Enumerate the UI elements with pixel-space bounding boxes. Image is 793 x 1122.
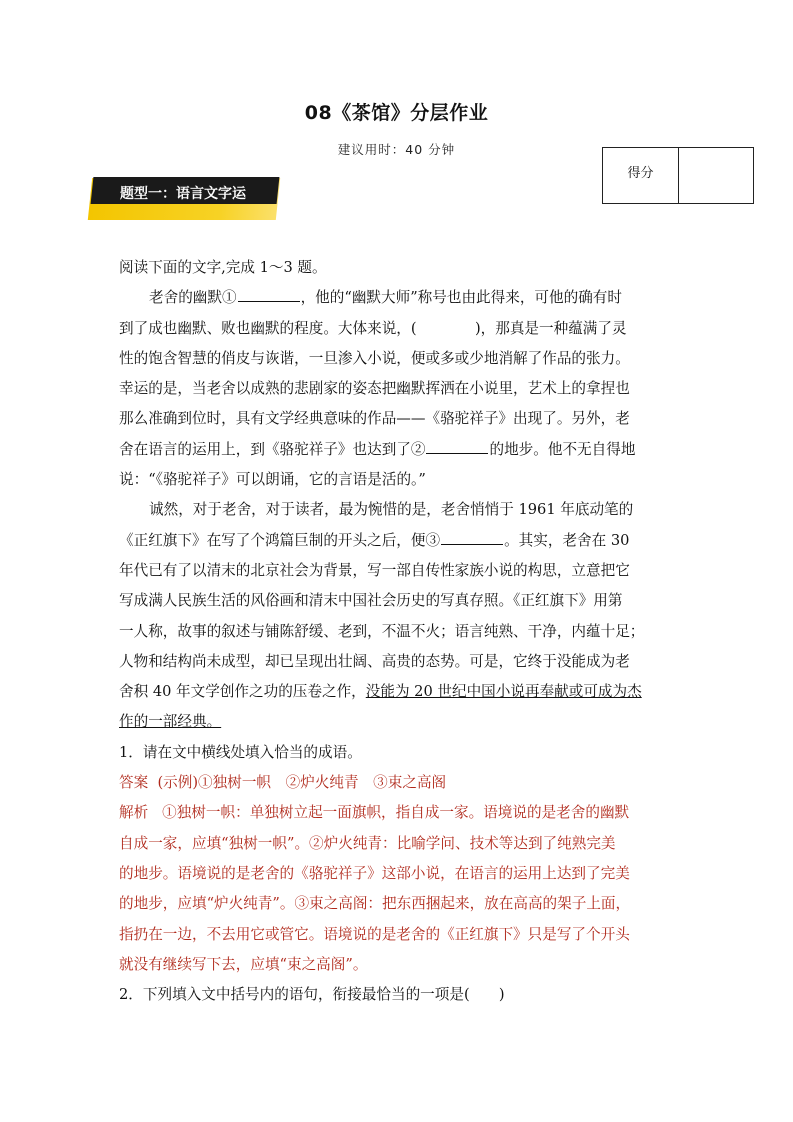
text-run: 老舍的幽默① [149, 289, 237, 307]
analysis-text: ①独树一帜：单独树立起一面旗帜，指自成一家。语境说的是老舍的幽默 [162, 804, 630, 822]
question-1: 1．请在文中横线处填入恰当的成语。 [119, 743, 362, 761]
analysis-line [119, 798, 679, 828]
question-2: 2．下列填入文中括号内的语句，衔接最恰当的一项是( ) [119, 986, 505, 1004]
passage-line: 幸运的是，当老舍以成熟的悲剧家的姿态把幽默挥洒在小说里，艺术上的拿捏也 [119, 380, 630, 398]
text-run: ，他的“幽默大师”称号也由此得来，可他的确有时 [300, 289, 622, 307]
passage-line [119, 435, 679, 465]
score-label: 得分 [603, 148, 679, 203]
text-run: 。其实，老舍在 30 [504, 531, 630, 549]
text-run: 舍积 40 年文学创作之功的压卷之作， [119, 683, 366, 701]
fill-blank-1[interactable] [238, 287, 300, 302]
document-body [119, 253, 679, 1010]
passage-line [119, 283, 679, 313]
analysis-line: 的地步，应填“炉火纯青”。③束之高阁：把东西捆起来，放在高高的架子上面， [119, 895, 631, 913]
analysis-line: 指扔在一边，不去用它或管它。语境说的是老舍的《正红旗下》只是写了个开头 [119, 925, 630, 943]
answer-tag: 答案 [119, 774, 149, 792]
passage-line: 一人称，故事的叙述与铺陈舒缓、老到，不温不火；语言纯熟、干净，内蕴十足； [119, 622, 645, 640]
underlined-sentence: 作的一部经典。 [119, 713, 222, 731]
passage-line: 说：“《骆驼祥子》可以朗诵，它的言语是活的。” [119, 471, 426, 489]
passage-line: 写成满人民族生活的风俗画和清末中国社会历史的写真存照。《正红旗下》用第 [119, 592, 623, 610]
score-box [602, 147, 754, 204]
section-banner [90, 175, 280, 225]
suggested-time: 建议用时：40 分钟 [337, 142, 456, 157]
passage-line: 年代已有了以清末的北京社会为背景，写一部自传性家族小说的构思，立意把它 [119, 561, 630, 579]
answer-text: (示例)①独树一帜 ②炉火纯青 ③束之高阁 [157, 774, 447, 792]
passage-intro: 阅读下面的文字,完成 1～3 题。 [119, 259, 327, 276]
analysis-line: 自成一家，应填“独树一帜”。②炉火纯青：比喻学问、技术等达到了纯熟完美 [119, 834, 616, 852]
passage-line [119, 677, 679, 707]
fill-blank-3[interactable] [441, 530, 503, 545]
passage-line [119, 707, 679, 737]
analysis-line: 的地步。语境说的是老舍的《骆驼祥子》这部小说，在语言的运用上达到了完美 [119, 864, 630, 882]
text-run: 舍在语言的运用上，到《骆驼祥子》也达到了② [119, 440, 426, 458]
passage-line: 诚然，对于老舍，对于读者，最为惋惜的是，老舍悄悄于 1961 年底动笔的 [149, 501, 634, 519]
analysis-tag: 解析 [119, 804, 149, 822]
answer-line [119, 768, 679, 798]
analysis-line: 就没有继续写下去，应填“束之高阁”。 [119, 955, 368, 973]
underlined-sentence: 没能为 20 世纪中国小说再奉献或可成为杰 [365, 683, 642, 701]
passage-line: 那么准确到位时，具有文学经典意味的作品——《骆驼祥子》出现了。另外，老 [119, 410, 630, 428]
fill-blank-2[interactable] [426, 439, 488, 454]
text-run: 的地步。他不无自得地 [489, 440, 636, 458]
passage-line: 性的饱含智慧的俏皮与诙谐，一旦渗入小说，便或多或少地消解了作品的张力。 [119, 349, 630, 367]
page-title: 08《茶馆》分层作业 [304, 102, 489, 124]
passage-line: 到了成也幽默、败也幽默的程度。大体来说，( )，那真是一种蕴满了灵 [119, 319, 627, 337]
text-run: 《正红旗下》在写了个鸿篇巨制的开头之后，便③ [119, 531, 441, 549]
score-value-cell[interactable] [679, 148, 753, 203]
passage-line [119, 526, 679, 556]
section-banner-label: 题型一：语言文字运 [120, 186, 246, 202]
passage-line: 人物和结构尚未成型，却已呈现出壮阔、高贵的态势。可是，它终于没能成为老 [119, 652, 630, 670]
